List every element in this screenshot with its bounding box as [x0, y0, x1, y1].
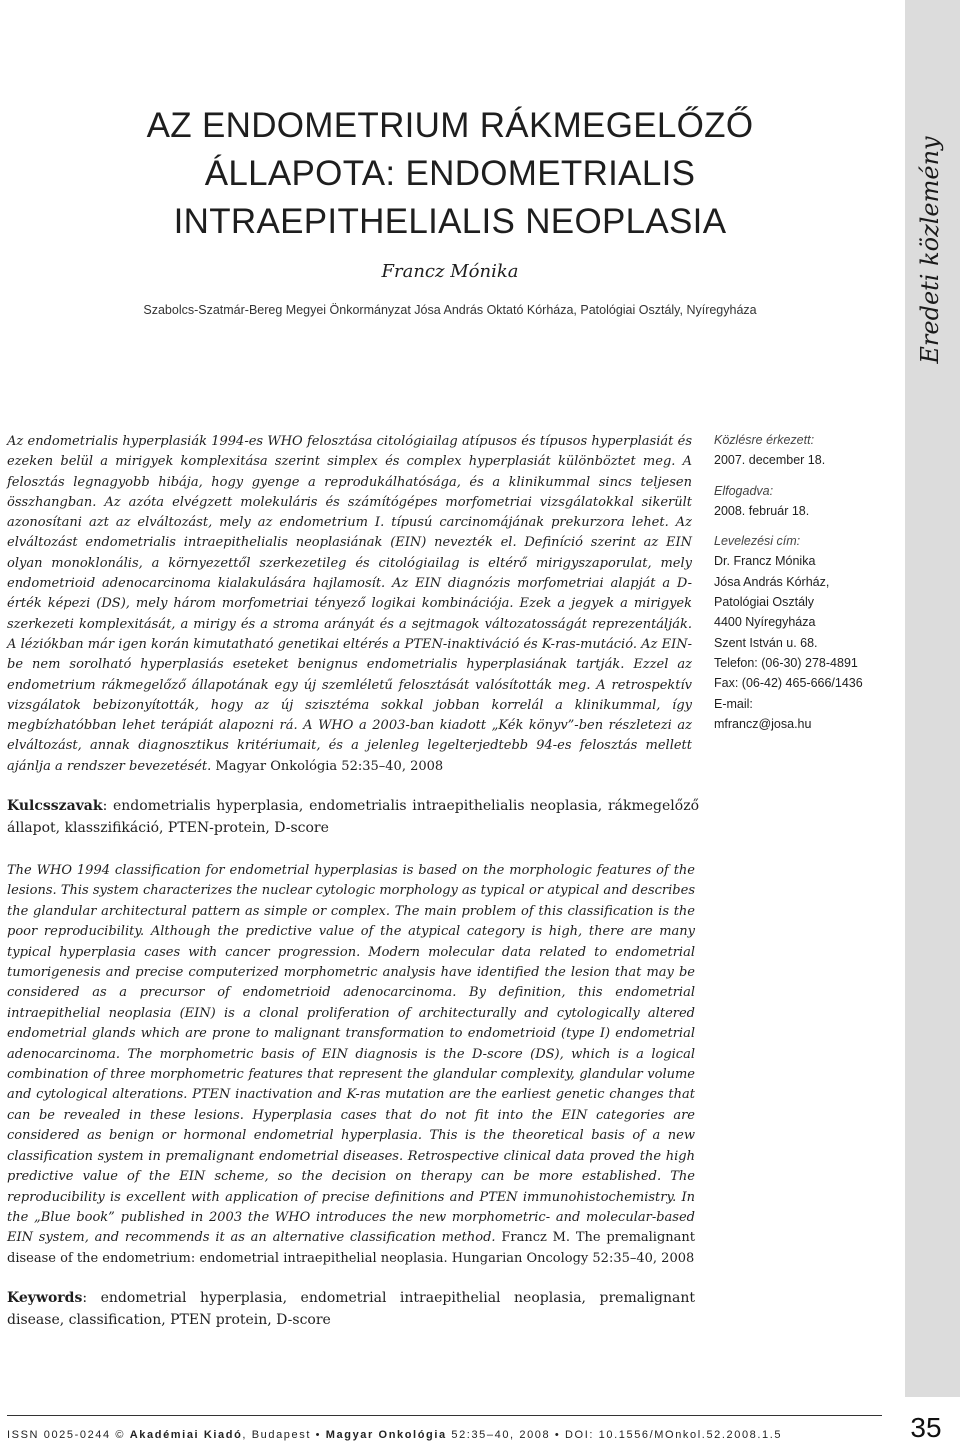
page-number: 35 [910, 1412, 942, 1443]
email-link[interactable]: mfrancz@josa.hu [714, 716, 812, 731]
abstract-hu-text: Az endometrialis hyperplasiák 1994-es WHO felosztása citológiailag atípusos és típusos hyperplasiát és ezeken belül a mirigyek komplexitása szerint simplex és complex hyperplasiát különböztet meg. A felosztás legnagyobb hibája, hogy gyenge a reprodukálhatósága, és a klinikummal sincs teljesen összhangban. Az azóta elvégzett molekuláris és számítógépes morfometriai vizsgálatokkal sikerült azonosítani azt az elváltozást, mely az endometrium I. típusú carcinomájának prekurzora lehet. Az elváltozást endometrialis intraepithelialis neoplasiának (EIN) nevezték el. Definíció szerint az EIN olyan monoklonális, a környezettől szerkezetileg és citológiailag is eltérő mirigyszaporulat, mely endometrioid adenocarcinoma kialakulására hajlamosít. Az EIN diagnózis morfometriai alapját a D-érték képezi (DS), mely három morfometriai tényező logikai kombinációja. Ezek a jegyek a mirigyek szerkezeti komplexitását, a mirigy és a stroma arányát és a sejtmagok változatosságát reprezentálják. A léziókban már igen korán kimutatható genetikai eltérés a PTEN-inaktiváció és K-ras-mutáció. Az EIN-be nem sorolható hyperplasiás eseteket benignus endometrialis hyperplasiának tartják. Ezzel az endometrium rákmegelőző állapotának egy új szemléletű felosztását valósították meg. A retrospektív vizsgálatok bebizonyították, hogy az új szisztéma sokkal jobban korrelál a klinikummal, így megbízhatóbban lehet terápiát alapozni rá. A WHO a 2003-ban kiadott „Kék könyv”-ben részletezi az elváltozást, annak diagnosztikus kritériumait, és a jelenleg legelterjedtebb 94-es felosztás mellett ajánlja a rendszer bevezetését. [7, 434, 692, 774]
article-title: AZ ENDOMETRIUM RÁKMEGELŐZŐ ÁLLAPOTA: ENDOMETRIALIS INTRAEPITHELIALIS NEOPLASIA [146, 106, 754, 241]
accepted-date: 2008. február 18. [714, 503, 810, 518]
keywords-en-text: : endometrial hyperplasia, endometrial intraepithelial neoplasia, premalignant disease, classification, PTEN protein, D-score [7, 1290, 695, 1328]
received-label: Közlésre érkezett: [714, 433, 815, 447]
abstract-hungarian [7, 432, 692, 777]
keywords-hu-label: Kulcsszavak [7, 798, 103, 814]
address-label: Levelezési cím: [714, 534, 801, 549]
accepted-label: Elfogadva: [714, 483, 774, 498]
keywords-hungarian [7, 795, 699, 839]
footer-journal: Magyar Onkológia [325, 1429, 447, 1441]
footer-city: , Budapest • [242, 1429, 322, 1441]
abstract-en-text: The WHO 1994 classification for endometrial hyperplasias is based on the morphologic features of the lesions. This system characterizes the nuclear cytologic morphology as typical or atypical and describes the glandular architectural pattern as simple or complex. The main problem of this classification is the poor reproducibility. Although the predictive value of the atypical category is high, there are many typical hyperplasia cases with cancer progression. Modern molecular data related to endometrial tumorigenesis and precise computerized morphometric analysis have identified the lesion that may be considered as a precursor of endometrioid adenocarcinoma. By definition, this endometrial intraepithelial neoplasia (EIN) is a clonal proliferation of architecturally and cytologically altered endometrial glands which are prone to malignant transformation to endometrioid (type I) endometrial adenocarcinoma. The morphometric basis of EIN diagnosis is the D-score (DS), which is a logical combination of three morphometric features that represent the glandular complexity, glandular volume and cytological alterations. PTEN inactivation and K-ras mutation are the earliest genetic changes that can be revealed in these lesions. Hyperplasia cases that do not fit into the EIN categories are considered as benign or hormonal endometrial hyperplasia. This is the theoretical basis of a new classification system in premalignant endometrial diseases. Retrospective clinical data proved the high predictive value of the EIN scheme, so the decision on therapy can be more established. The reproducibility is excellent with application of precise definitions and PTEN immunohistochemistry. In the „Blue book” published in 2003 the WHO introduces the new morphometric- and molecular-based EIN system, and recommends it as an alternative classification method. [7, 863, 695, 1246]
footer-volume-doi: 52:35–40, 2008 • DOI: 10.1556/MOnkol.52.2008.1.5 [451, 1429, 783, 1441]
keywords-hu-text: : endometrialis hyperplasia, endometrialis intraepithelialis neoplasia, rákmegelőző állapot, klasszifikáció, PTEN-protein, D-score [7, 798, 699, 836]
address-line: E-mail: [714, 696, 753, 711]
footer-divider [7, 1415, 882, 1416]
abstract-english [7, 861, 695, 1269]
abstract-hu-citation: Magyar Onkológia 52:35–40, 2008 [215, 758, 444, 774]
author-name: Francz Mónika [381, 261, 519, 282]
abstract-en-citation: Francz M. The premalignant disease of the endometrium: endometrial intraepithelial neoplasia. Hungarian Oncology 52:35–40, 2008 [7, 1230, 696, 1266]
keywords-en-label: Keywords [7, 1290, 83, 1306]
address-line: Telefon: (06-30) 278-4891 [714, 655, 858, 670]
address-line: Dr. Francz Mónika [714, 554, 816, 569]
footer-publisher: Akadémiai Kiadó [129, 1429, 243, 1441]
keywords-english [7, 1287, 695, 1331]
article-info-sidenote [714, 430, 899, 734]
received-date: 2007. december 18. [714, 453, 826, 468]
section-label: Eredeti közlemény [916, 136, 944, 364]
page-footer [7, 1429, 887, 1441]
address-line: Jósa András Kórház, [714, 574, 830, 589]
author-affiliation: Szabolcs-Szatmár-Bereg Megyei Önkormányzat Jósa András Oktató Kórháza, Patológiai Osztály, Nyíregyháza [143, 303, 757, 317]
address-line: Patológiai Osztály [714, 595, 815, 610]
address-line: Fax: (06-42) 465-666/1436 [714, 676, 863, 691]
address-line: 4400 Nyíregyháza [714, 615, 816, 630]
footer-issn: ISSN 0025-0244 © [7, 1429, 126, 1441]
address-line: Szent István u. 68. [714, 635, 818, 650]
